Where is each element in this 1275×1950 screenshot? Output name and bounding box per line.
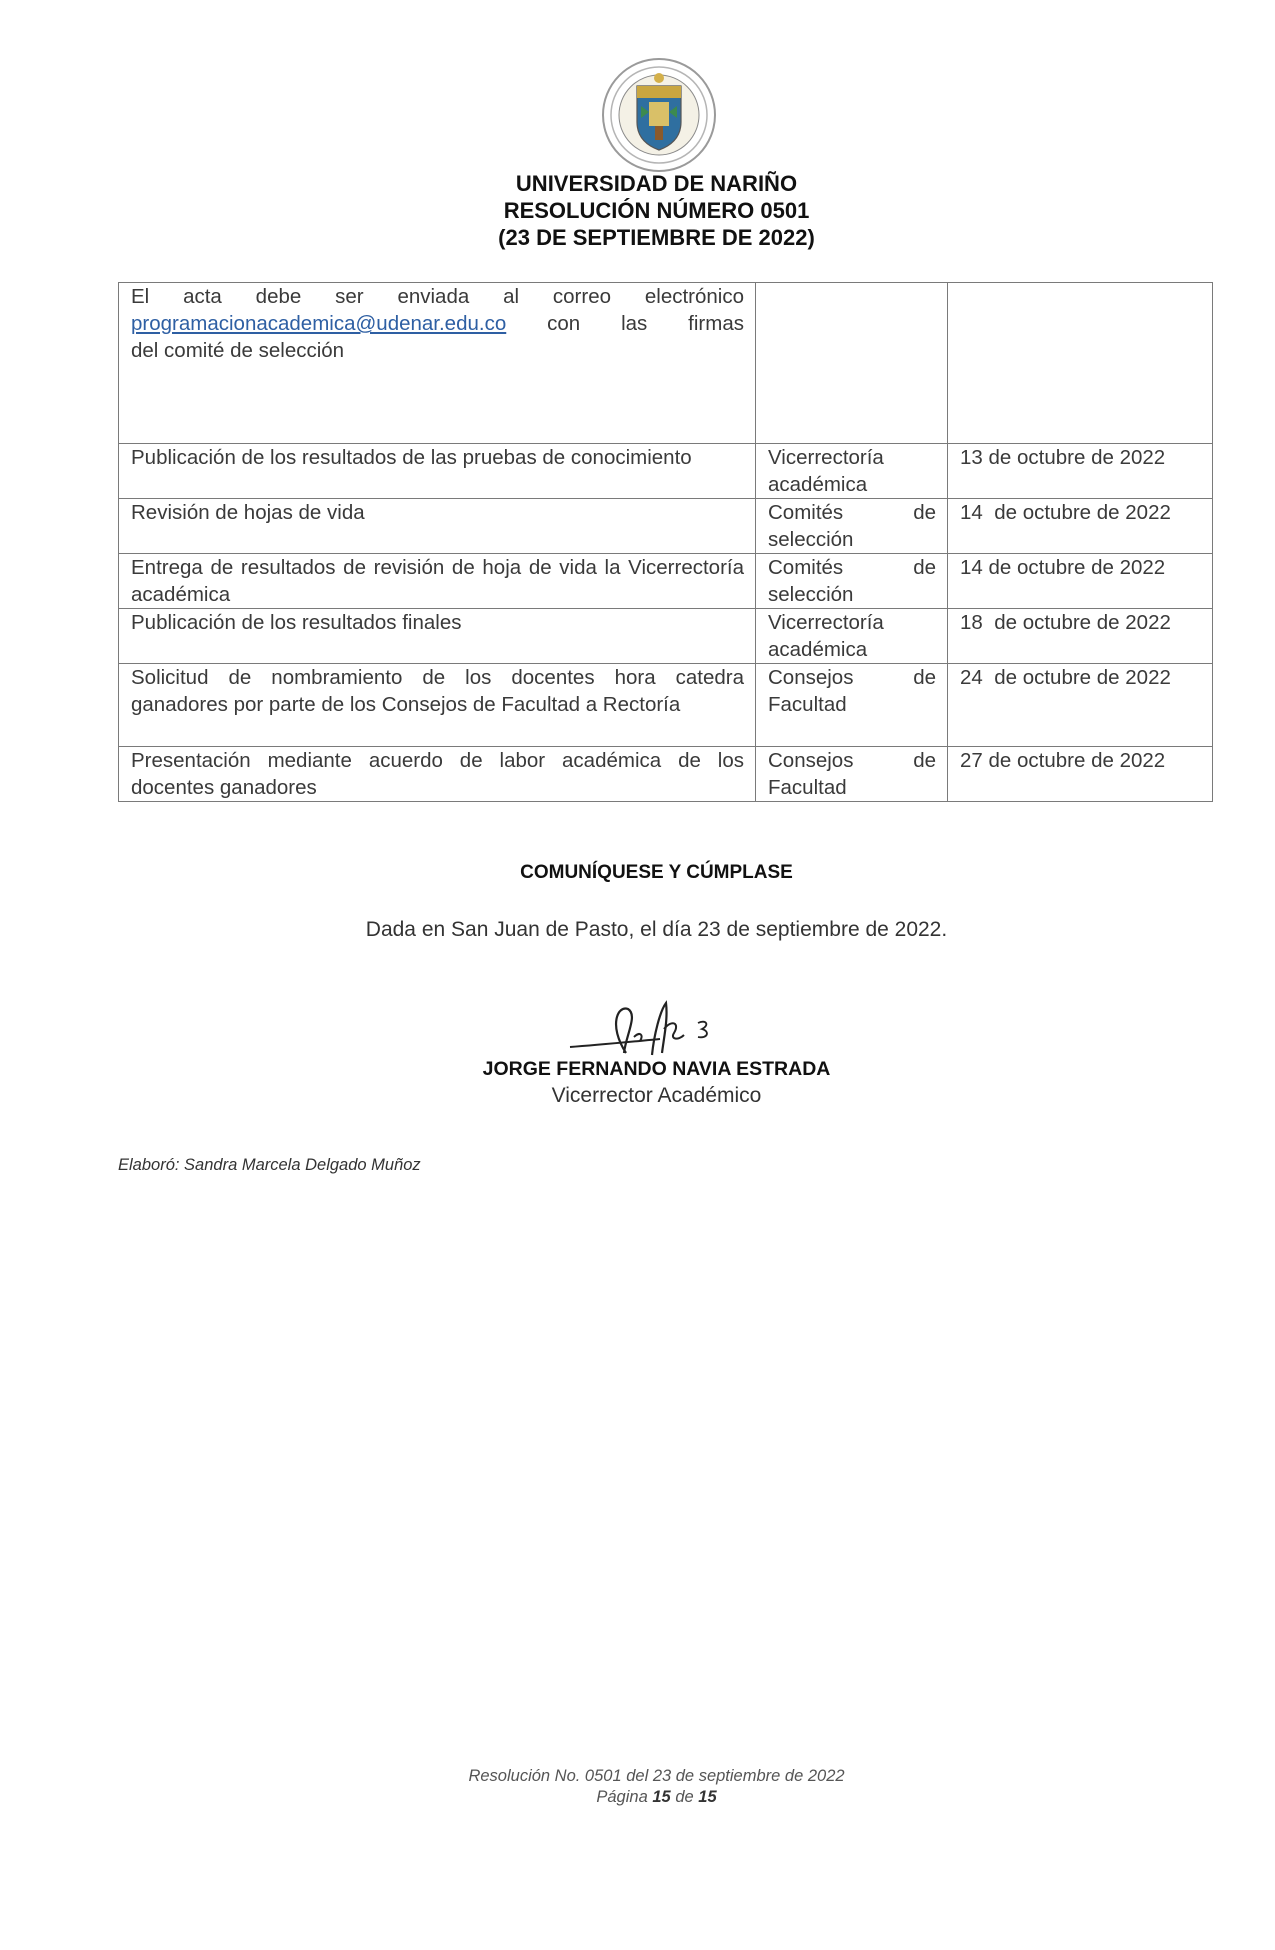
- date-cell: 18 de octubre de 2022: [948, 609, 1213, 664]
- date-cell: 14 de octubre de 2022: [948, 499, 1213, 554]
- activity-cell: Entrega de resultados de revisión de hoja de vida la Vicerrectoría académica: [119, 554, 756, 609]
- page-current: 15: [652, 1788, 671, 1806]
- email-link[interactable]: programacionacademica@udenar.edu.co: [131, 312, 507, 335]
- responsible-cell: Comités de selección: [756, 499, 948, 554]
- responsible-cell: Consejos de Facultad: [756, 747, 948, 802]
- document-header: [0, 170, 1275, 251]
- first-row-text-before: El acta debe ser enviada al correo electrónico: [131, 285, 744, 308]
- given-at-line: Dada en San Juan de Pasto, el día 23 de septiembre de 2022.: [365, 918, 948, 941]
- table-row: [119, 664, 1213, 747]
- activity-cell: Solicitud de nombramiento de los docentes hora catedra ganadores por parte de los Consejos de Facultad a Rectoría: [119, 664, 756, 747]
- schedule-table: [118, 282, 1213, 802]
- activity-cell: Revisión de hojas de vida: [119, 499, 756, 554]
- table-row: [119, 499, 1213, 554]
- page-word: Página: [596, 1788, 648, 1806]
- activity-cell: [119, 283, 756, 444]
- responsible-cell: [756, 283, 948, 444]
- table-row: [119, 747, 1213, 802]
- responsible-cell: Consejos de Facultad: [756, 664, 948, 747]
- footer-page-number: [0, 1787, 1275, 1808]
- table-row: [119, 444, 1213, 499]
- responsible-cell: Comités de selección: [756, 554, 948, 609]
- activity-cell: Presentación mediante acuerdo de labor académica de los docentes ganadores: [119, 747, 756, 802]
- activity-cell: Publicación de los resultados de las pruebas de conocimiento: [119, 444, 756, 499]
- footer-resolution: Resolución No. 0501 del 23 de septiembre de 2022: [468, 1767, 845, 1785]
- date-cell: 27 de octubre de 2022: [948, 747, 1213, 802]
- page-footer: [0, 1766, 1275, 1808]
- responsible-cell: Vicerrectoría académica: [756, 609, 948, 664]
- closing-statement: COMUNÍQUESE Y CÚMPLASE: [520, 862, 793, 883]
- activity-cell: Publicación de los resultados finales: [119, 609, 756, 664]
- resolution-number: RESOLUCIÓN NÚMERO 0501: [503, 198, 810, 223]
- date-cell: 24 de octubre de 2022: [948, 664, 1213, 747]
- handwritten-signature: [568, 995, 738, 1065]
- date-cell: [948, 283, 1213, 444]
- date-cell: 14 de octubre de 2022: [948, 554, 1213, 609]
- page-total: 15: [698, 1788, 717, 1806]
- university-seal-logo: [600, 56, 718, 174]
- university-name: UNIVERSIDAD DE NARIÑO: [515, 171, 798, 196]
- table-row: [119, 554, 1213, 609]
- signer-name: JORGE FERNANDO NAVIA ESTRADA: [482, 1058, 831, 1080]
- responsible-cell: Vicerrectoría académica: [756, 444, 948, 499]
- first-row-text-after-a: con las firmas: [547, 312, 744, 335]
- resolution-date: (23 DE SEPTIEMBRE DE 2022): [498, 225, 815, 250]
- date-cell: 13 de octubre de 2022: [948, 444, 1213, 499]
- prepared-by: Elaboró: Sandra Marcela Delgado Muñoz: [118, 1156, 421, 1174]
- first-row-text-after-b: del comité de selección: [131, 339, 345, 362]
- table-row: [119, 283, 1213, 444]
- signer-role: Vicerrector Académico: [551, 1084, 762, 1107]
- page-of: de: [675, 1788, 694, 1806]
- table-row: [119, 609, 1213, 664]
